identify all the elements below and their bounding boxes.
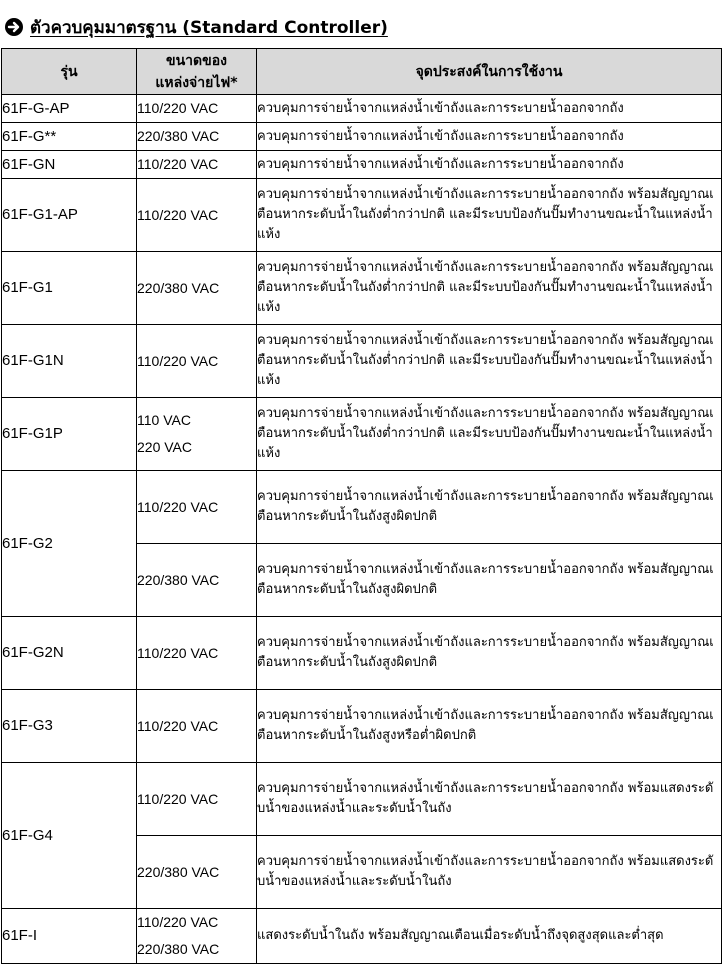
model-cell: 61F-G4 (2, 763, 137, 909)
arrow-right-circle-icon (4, 17, 24, 37)
table-row (2, 471, 722, 544)
purpose-cell: ควบคุมการจ่ายน้ำจากแหล่งน้ำเข้าถังและการระบายน้ำออกจากถัง พร้อมสัญญาณเตือนหากระดับน้ำในถังสูงหรือต่ำผิดปกติ (257, 690, 722, 763)
table-row (2, 151, 722, 179)
purpose-cell: ควบคุมการจ่ายน้ำจากแหล่งน้ำเข้าถังและการระบายน้ำออกจากถัง พร้อมสัญญาณเตือนหากระดับน้ำในถังสูงผิดปกติ (257, 617, 722, 690)
voltage-value: 110/220 VAC (137, 644, 219, 661)
voltage-value: 110 VAC (137, 412, 191, 428)
column-header-purpose: จุดประสงค์ในการใช้งาน (257, 49, 722, 95)
voltage-value: 110/220 VAC (137, 717, 219, 734)
voltage-cell (137, 123, 257, 151)
voltage-cell (137, 617, 257, 690)
voltage-cell (137, 544, 257, 617)
voltage-value: 220 VAC (137, 439, 192, 455)
model-cell: 61F-G-AP (2, 95, 137, 123)
model-cell: 61F-G1P (2, 398, 137, 471)
voltage-value: 110/220 VAC (137, 498, 219, 515)
voltage-value: 220/380 VAC (137, 571, 220, 588)
table-body (2, 95, 722, 964)
voltage-value: 110/220 VAC (137, 914, 219, 930)
voltage-cell (137, 909, 257, 964)
voltage-value: 110/220 VAC (137, 352, 219, 369)
model-cell: 61F-G1-AP (2, 179, 137, 252)
table-row (2, 325, 722, 398)
voltage-cell (137, 95, 257, 123)
table-row (2, 909, 722, 964)
voltage-value: 110/220 VAC (137, 100, 219, 116)
purpose-cell: แสดงระดับน้ำในถัง พร้อมสัญญาณเตือนเมื่อระดับน้ำถึงจุดสูงสุดและต่ำสุด (257, 909, 722, 964)
voltage-cell (137, 325, 257, 398)
model-cell: 61F-G2N (2, 617, 137, 690)
purpose-cell: ควบคุมการจ่ายน้ำจากแหล่งน้ำเข้าถังและการระบายน้ำออกจากถัง (257, 151, 722, 179)
voltage-value: 110/220 VAC (137, 790, 219, 807)
table-row (2, 763, 722, 836)
purpose-cell: ควบคุมการจ่ายน้ำจากแหล่งน้ำเข้าถังและการระบายน้ำออกจากถัง พร้อมสัญญาณเตือนหากระดับน้ำในถังต่ำกว่าปกติ และมีระบบป้องกันปั๊มทำงานขณะน้ำในแหล่งน้ำแห้ง (257, 252, 722, 325)
table-row (2, 617, 722, 690)
table-row (2, 398, 722, 471)
purpose-cell: ควบคุมการจ่ายน้ำจากแหล่งน้ำเข้าถังและการระบายน้ำออกจากถัง พร้อมสัญญาณเตือนหากระดับน้ำในถังต่ำกว่าปกติ และมีระบบป้องกันปั๊มทำงานขณะน้ำในแหล่งน้ำแห้ง (257, 179, 722, 252)
voltage-cell (137, 398, 257, 471)
table-row (2, 179, 722, 252)
voltage-cell (137, 179, 257, 252)
voltage-value: 220/380 VAC (137, 279, 220, 296)
voltage-cell (137, 471, 257, 544)
voltage-cell (137, 836, 257, 909)
table-row (2, 95, 722, 123)
table-row (2, 690, 722, 763)
voltage-value: 220/380 VAC (137, 128, 220, 144)
controller-spec-table (1, 48, 722, 964)
purpose-cell: ควบคุมการจ่ายน้ำจากแหล่งน้ำเข้าถังและการระบายน้ำออกจากถัง พร้อมแสดงระดับน้ำของแหล่งน้ำและระดับน้ำในถัง (257, 836, 722, 909)
voltage-value: 220/380 VAC (137, 863, 220, 880)
column-header-power-supply: ขนาดของแหล่งจ่ายไฟ* (137, 49, 257, 95)
model-cell: 61F-G** (2, 123, 137, 151)
section-title: ตัวควบคุมมาตรฐาน (Standard Controller) (30, 17, 388, 38)
purpose-cell: ควบคุมการจ่ายน้ำจากแหล่งน้ำเข้าถังและการระบายน้ำออกจากถัง พร้อมแสดงระดับน้ำของแหล่งน้ำและระดับน้ำในถัง (257, 763, 722, 836)
purpose-cell: ควบคุมการจ่ายน้ำจากแหล่งน้ำเข้าถังและการระบายน้ำออกจากถัง (257, 123, 722, 151)
column-header-model: รุ่น (2, 49, 137, 95)
model-cell: 61F-G1 (2, 252, 137, 325)
purpose-cell: ควบคุมการจ่ายน้ำจากแหล่งน้ำเข้าถังและการระบายน้ำออกจากถัง พร้อมสัญญาณเตือนหากระดับน้ำในถังต่ำกว่าปกติ และมีระบบป้องกันปั๊มทำงานขณะน้ำในแหล่งน้ำแห้ง (257, 398, 722, 471)
purpose-cell: ควบคุมการจ่ายน้ำจากแหล่งน้ำเข้าถังและการระบายน้ำออกจากถัง (257, 95, 722, 123)
voltage-cell (137, 151, 257, 179)
model-cell: 61F-G3 (2, 690, 137, 763)
model-cell: 61F-G1N (2, 325, 137, 398)
model-cell: 61F-G2 (2, 471, 137, 617)
voltage-value: 110/220 VAC (137, 206, 219, 223)
purpose-cell: ควบคุมการจ่ายน้ำจากแหล่งน้ำเข้าถังและการระบายน้ำออกจากถัง พร้อมสัญญาณเตือนหากระดับน้ำในถังสูงผิดปกติ (257, 471, 722, 544)
purpose-cell: ควบคุมการจ่ายน้ำจากแหล่งน้ำเข้าถังและการระบายน้ำออกจากถัง พร้อมสัญญาณเตือนหากระดับน้ำในถังต่ำกว่าปกติ และมีระบบป้องกันปั๊มทำงานขณะน้ำในแหล่งน้ำแห้ง (257, 325, 722, 398)
model-cell: 61F-GN (2, 151, 137, 179)
voltage-value: 220/380 VAC (137, 941, 220, 957)
section-heading (4, 12, 388, 42)
table-row (2, 123, 722, 151)
voltage-cell (137, 690, 257, 763)
purpose-cell: ควบคุมการจ่ายน้ำจากแหล่งน้ำเข้าถังและการระบายน้ำออกจากถัง พร้อมสัญญาณเตือนหากระดับน้ำในถังสูงผิดปกติ (257, 544, 722, 617)
voltage-cell (137, 252, 257, 325)
voltage-value: 110/220 VAC (137, 156, 219, 172)
table-row (2, 252, 722, 325)
model-cell: 61F-I (2, 909, 137, 964)
voltage-cell (137, 763, 257, 836)
